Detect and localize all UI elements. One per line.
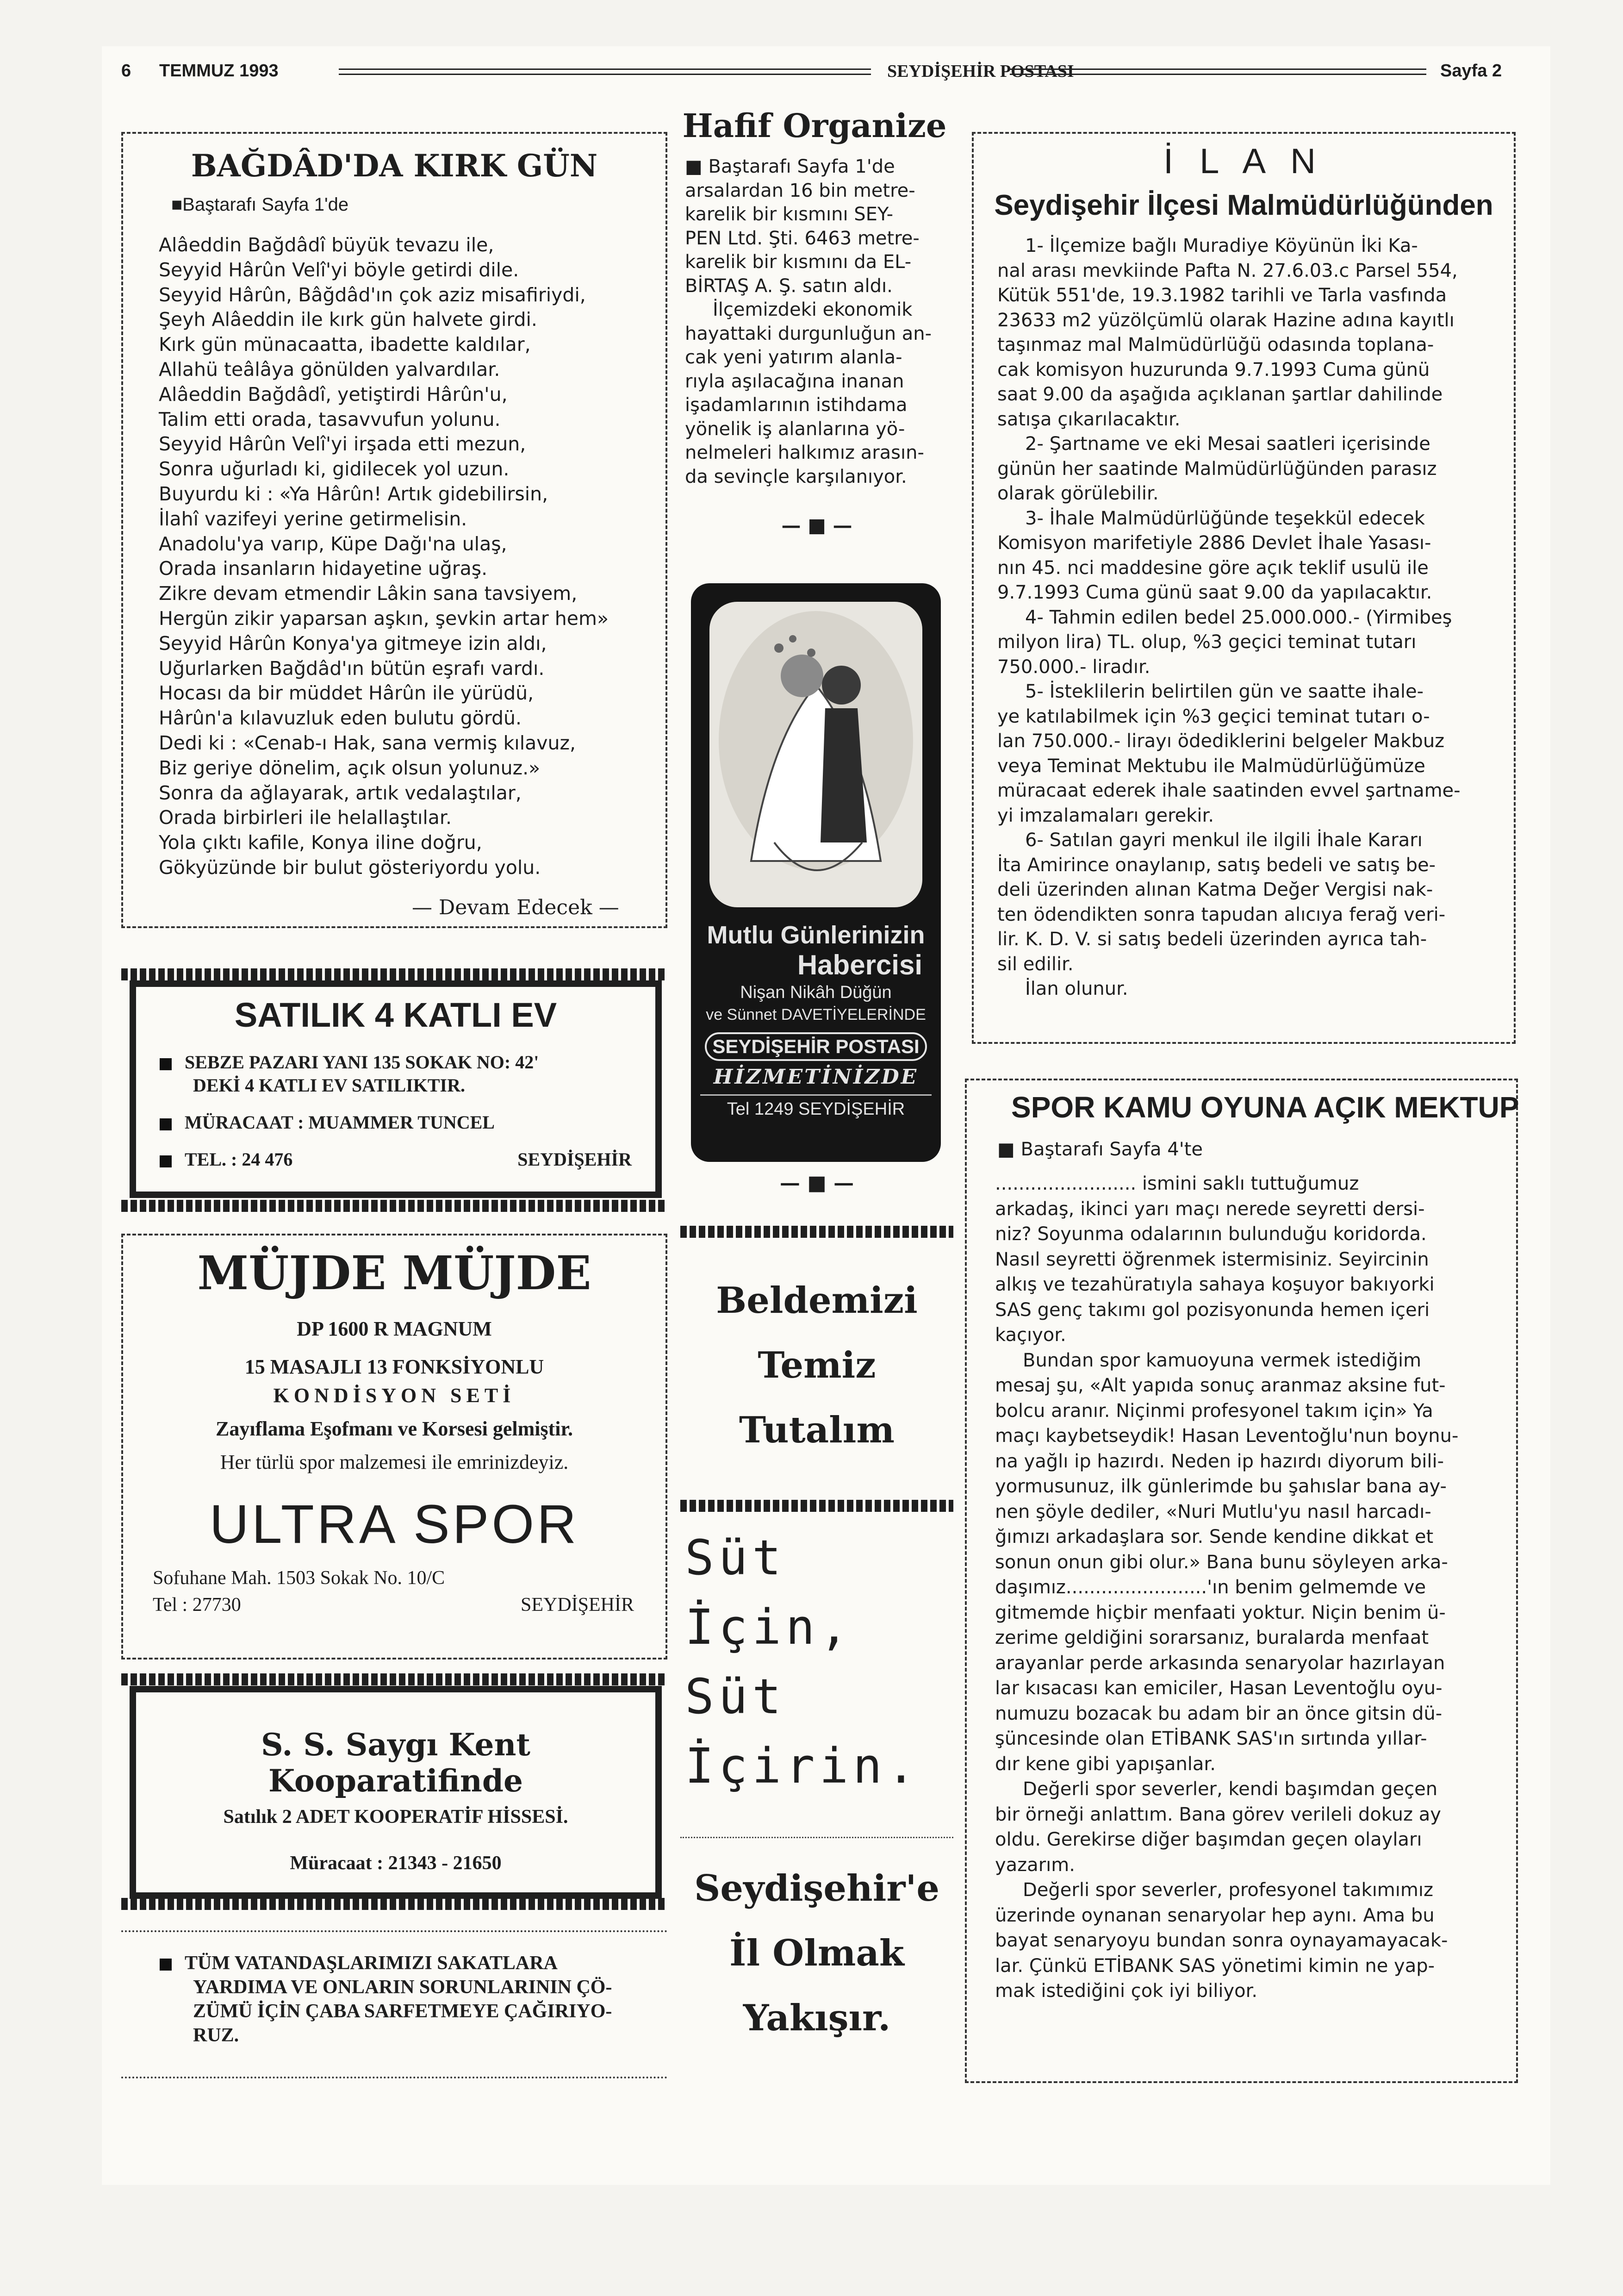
text-line: arsalardan 16 bin metre- (685, 180, 915, 201)
text-line: Şeyh Alâeddin ile kırk gün halvete girdi. (159, 308, 537, 331)
text-line: 3- İhale Malmüdürlüğünde teşekkül edecek (1025, 507, 1425, 529)
text-line: Alâeddin Bağdâdî, yetiştirdi Hârûn'u, (159, 383, 508, 406)
text-line: taşınmaz mal Malmüdürlüğü odasında toplana- (997, 334, 1434, 356)
text-line: arayanlar perde arkasında senaryolar hazırlayan (995, 1652, 1445, 1674)
text-line: zerime geldiğini sorarsanız, buralarda menfaat (995, 1627, 1429, 1648)
wedding-ad (691, 583, 941, 1162)
text-line: 9.7.1993 Cuma günü saat 9.00 da yapılacaktır. (997, 582, 1432, 603)
text-line: üzerinde oynanan senaryolar hep aynı. Ama bu (995, 1904, 1435, 1926)
text-line: saat 9.00 da aşağıda açıklanan şartlar dahilinde (997, 384, 1443, 405)
text-line: bir örneği anlattım. Bana görev verileli dokuz ay (995, 1803, 1441, 1825)
text-line: arkadaş, ikinci yarı maçı nerede seyretti dersi- (995, 1198, 1425, 1220)
text-line: Buyurdu ki : «Ya Hârûn! Artık gidebilirsin, (159, 482, 548, 505)
text-line: olarak görülebilir. (997, 483, 1159, 504)
text-line: Orada birbirleri ile helallaştılar. (159, 806, 452, 829)
text-line: Gökyüzünde bir bulut gösteriyordu yolu. (159, 856, 541, 879)
separator: — ■ — (779, 1171, 854, 1195)
text-line: Kırk gün münacaatta, ibadette kaldılar, (159, 333, 531, 356)
issue-date: TEMMUZ 1993 (159, 61, 279, 81)
text-line: 1- İlçemize bağlı Muradiye Köyünün İki Ka- (1025, 235, 1418, 256)
text-line: na yağlı ip hazırdı. Neden ip hazırdı diyorum bili- (995, 1450, 1444, 1472)
text-line: nal arası mevkiinde Pafta N. 27.6.03.c Parsel 554, (997, 260, 1458, 281)
satilik-title: SATILIK 4 KATLI EV (234, 996, 557, 1034)
text-line: lar. Çünkü ETİBANK SAS yönetimi kimin ne yap- (995, 1955, 1435, 1977)
wedding-ad-text: Mutlu Günlerinizin Habercisi Nişan Nikâh Düğün ve Sünnet DAVETİYELERİNDE SEYDİŞEHİR POSTASI HİZMETİNİZDE Tel 1249 SEYDİŞEHİR (691, 921, 941, 1123)
spor-subtitle: ■ Baştarafı Sayfa 4'te (997, 1139, 1203, 1160)
wave-border (680, 1226, 953, 1238)
spor-body (995, 1171, 1490, 2004)
ilan-body (997, 234, 1488, 1002)
text-line: mesaj şu, «Alt yapıda sonuç aranmaz aksine fut- (995, 1375, 1446, 1396)
text-line: lar kısacası kan emiciler, Hasan Leventoğlu oyu- (995, 1678, 1443, 1699)
text-line: oldu. Gerekirse diğer başımdan geçen olayları (995, 1829, 1422, 1850)
ilan-title: İ L A N (1163, 142, 1325, 181)
text-line: satışa çıkarılacaktır. (997, 408, 1181, 430)
text-line: mak istediğini çok iyi biliyor. (995, 1980, 1258, 2002)
text-line: Orada insanların hidayetine uğraş. (159, 557, 488, 580)
text-line: Anadolu'ya varıp, Küpe Dağı'na ulaş, (159, 532, 507, 555)
tum-notice: TÜM VATANDAŞLARIMIZI SAKATLARA YARDIMA VE ONLARIN SORUNLARININ ÇÖ- ZÜMÜ İÇİN ÇABA SARFETMEYE ÇAĞIRIYO- RUZ. (160, 1951, 632, 2047)
beldemizi-slogan: Beldemizi Temiz Tutalım (716, 1279, 918, 1451)
text-line: sil edilir. (997, 953, 1074, 975)
text-line: da sevinçle karşılanıyor. (685, 466, 907, 487)
text-line: Allahü teâlâya gönülden yalvardılar. (159, 358, 500, 381)
bagdad-continued: — Devam Edecek — (412, 896, 619, 919)
wave-border (121, 1673, 667, 1685)
divider (680, 1837, 953, 1845)
text-line: BİRTAŞ A. Ş. satın aldı. (685, 275, 893, 297)
text-line: yormusunuz, ilk günlerimde bu şahıslar bana ay- (995, 1476, 1447, 1497)
text-line: Uğurlarken Bağdâd'ın bütün eşrafı vardı. (159, 657, 545, 680)
il-olmak-slogan: Seydişehir'e İl Olmak Yakışır. (694, 1867, 939, 2039)
text-line: karelik bir kısmını da EL- (685, 251, 912, 273)
mujde-title: MÜJDE MÜJDE (197, 1246, 591, 1300)
text-line: gitmemde hiçbir menfaati yoktur. Niçin benim ü- (995, 1602, 1446, 1623)
text-line: İta Amirince onaylanıp, satış bedeli ve satış be- (997, 854, 1436, 876)
text-line: ■ Baştarafı Sayfa 1'de (685, 156, 895, 177)
text-line: İlçemizdeki ekonomik (713, 299, 913, 320)
text-line: bolcu aranır. Niçinmi profesyonel takım için» Ya (995, 1400, 1433, 1422)
text-line: Talim etti orada, tasavvufun yolunu. (159, 408, 501, 430)
text-line: niz? Soyunma odalarının bulunduğu koridorda. (995, 1223, 1427, 1245)
wave-border (121, 1200, 667, 1212)
text-line: lir. K. D. V. si satış bedeli üzerinden ayrıca tah- (997, 929, 1427, 950)
text-line: cak yeni yatırım alanla- (685, 347, 902, 368)
text-line: Nasıl seyretti öğrenmek istermisiniz. Seyircinin (995, 1248, 1429, 1270)
sut-slogan: Süt İçin, Süt İçirin. (685, 1529, 920, 1794)
text-line: deli üzerinden alınan Katma Değer Vergisi nak- (997, 879, 1433, 900)
text-line: 6- Satılan gayri menkul ile ilgili İhale Kararı (1025, 830, 1423, 851)
text-line: Kütük 551'de, 19.3.1982 tarihli ve Tarla vasfında (997, 285, 1447, 306)
text-line: Değerli spor severler, kendi başımdan geçen (1023, 1778, 1438, 1800)
text-line: 2- Şartname ve eki Mesai saatleri içerisinde (1025, 433, 1430, 455)
text-line: ye katılabilmek için %3 geçici teminat tutarı o- (997, 705, 1430, 727)
text-line: hayattaki durgunluğun an- (685, 323, 932, 344)
page-label: Sayfa 2 (1440, 61, 1502, 81)
text-line: günün her saatinde Malmüdürlüğünden parasız (997, 458, 1437, 480)
text-line: Hergün zikir yaparsan aşkın, şevkin artar hem» (159, 607, 609, 630)
text-line: cak komisyon huzurunda 9.7.1993 Cuma günü (997, 359, 1430, 381)
page-number: 6 (121, 61, 131, 81)
text-line: İlan olunur. (1025, 978, 1128, 999)
wave-border (121, 968, 667, 980)
text-line: 5- İsteklilerin belirtilen gün ve saatte ihale- (1025, 681, 1424, 702)
text-line: SAS genç takımı gol pozisyonunda hemen içeri (995, 1299, 1430, 1321)
text-line: Seyyid Hârûn Velî'yi böyle getirdi dile. (159, 258, 519, 281)
page-header (121, 61, 1514, 81)
text-line: kaçıyor. (995, 1324, 1066, 1346)
wedding-couple-image (709, 602, 922, 907)
text-line: maçı kaybetseydik! Hasan Leventoğlu'nun boynu- (995, 1425, 1459, 1447)
kent-title: S. S. Saygı Kent Kooparatifinde (261, 1727, 530, 1799)
header-rule-left (339, 69, 871, 75)
text-line: 4- Tahmin edilen bedel 25.000.000.- (Yirmibeş (1025, 606, 1452, 628)
text-line: İlahî vazifeyi yerine getirmelisin. (159, 507, 467, 530)
satilik-body: SEBZE PAZARI YANI 135 SOKAK NO: 42' DEKİ 4 KATLI EV SATILIKTIR. MÜRACAAT : MUAMMER TUNCEL TEL. : 24 476 SEYDİŞEHİR (160, 1051, 632, 1171)
text-line: nen şöyle dediler, «Nuri Mutlu'yu nasıl harcadı- (995, 1501, 1431, 1522)
text-line: PEN Ltd. Şti. 6463 metre- (685, 227, 920, 249)
text-line: alkış ve tezahüratıyla sahaya koşuyor bakıyorki (995, 1274, 1435, 1295)
text-line: Değerli spor severler, profesyonel takımımız (1023, 1879, 1433, 1901)
text-line: ten ödendikten sonra tapudan alıcıya ferağ veri- (997, 904, 1446, 925)
wave-border (121, 1898, 667, 1910)
text-line: işadamlarının istihdama (685, 394, 908, 416)
ilan-subtitle: Seydişehir İlçesi Malmüdürlüğünden (994, 189, 1493, 221)
text-line: daşımız........................'ın benim gelmemde ve (995, 1577, 1426, 1598)
bagdad-poem (159, 233, 640, 880)
text-line: yi imzalamaları gerekir. (997, 805, 1214, 826)
kent-body: Satılık 2 ADET KOOPERATİF HİSSESİ. Müracaat : 21343 - 21650 (223, 1806, 568, 1874)
ultra-spor-brand: ULTRA SPOR (209, 1494, 579, 1555)
text-line: Alâeddin Bağdâdî büyük tevazu ile, (159, 234, 494, 256)
text-line: Seyyid Hârûn Velî'yi irşada etti mezun, (159, 433, 526, 455)
text-line: Zikre devam etmendir Lâkin sana tavsiyem, (159, 582, 578, 605)
separator: — ■ — (781, 514, 852, 537)
hafif-title: Hafif Organize (682, 106, 947, 145)
text-line: Sonra da ağlayarak, artık vedalaştılar, (159, 781, 522, 804)
text-line: Biz geriye dönelim, açık olsun yolunuz.» (159, 756, 541, 779)
text-line: bayat senaryoyu bundan sonra oynayamayacak- (995, 1930, 1448, 1951)
text-line: 750.000.- liradır. (997, 656, 1150, 678)
text-line: rıyla aşılacağına inanan (685, 370, 904, 392)
text-line: sonun onun gibi olur.» Bana bunu söyleyen arka- (995, 1551, 1448, 1573)
text-line: Yola çıktı kafile, Konya iline doğru, (159, 831, 482, 854)
spor-title: SPOR KAMU OYUNA AÇIK MEKTUP (1011, 1091, 1519, 1124)
header-rule-right (1010, 69, 1426, 75)
bagdad-subtitle: ■Baştarafı Sayfa 1'de (171, 194, 349, 215)
paper-name: SEYDİŞEHİR POSTASI (887, 62, 1074, 81)
text-line: numuzu bozacak bu adam bir an önce gitsin dü- (995, 1703, 1443, 1724)
text-line: dır kene gibi yapışanlar. (995, 1753, 1216, 1775)
hafif-body (685, 155, 949, 489)
text-line: milyon lira) TL. olup, %3 geçici teminat tutarı (997, 631, 1417, 653)
text-line: karelik bir kısmını SEY- (685, 204, 894, 225)
bagdad-title: BAĞDÂD'DA KIRK GÜN (191, 148, 598, 184)
text-line: Komisyon marifetiyle 2886 Devlet İhale Yasası- (997, 532, 1431, 554)
text-line: Sonra uğurladı ki, gidilecek yol uzun. (159, 458, 510, 480)
text-line: Hocası da bir müddet Hârûn ile yürüdü, (159, 682, 534, 705)
text-line: nelmeleri halkımız arasın- (685, 442, 924, 463)
mujde-body: DP 1600 R MAGNUM 15 MASAJLI 13 FONKSİYONLU KONDİSYON SETİ Zayıflama Eşofmanı ve Korsesi gelmiştir. Her türlü spor malzemesi ile emrinizdeyiz. (216, 1317, 573, 1473)
text-line: müracaat ederek ihale saatinden evvel şartname- (997, 780, 1461, 801)
text-line: lan 750.000.- lirayı ödediklerini belgeler Makbuz (997, 730, 1445, 752)
mujde-address: Sofuhane Mah. 1503 Sokak No. 10/C Tel : 27730 SEYDİŞEHİR (153, 1567, 634, 1616)
text-line: Bundan spor kamuoyuna vermek istediğim (1023, 1349, 1422, 1371)
text-line: Seyyid Hârûn Konya'ya gitmeye izin aldı, (159, 632, 547, 655)
text-line: veya Teminat Mektubu ile Malmüdürlüğümüze (997, 755, 1425, 777)
text-line: şüncesinde olan ETİBANK SAS'ın sırtında yıllar- (995, 1728, 1427, 1749)
text-line: yazarım. (995, 1854, 1075, 1876)
text-line: Seyyid Hârûn, Bâğdâd'ın çok aziz misafiriydi, (159, 283, 586, 306)
wave-border (680, 1500, 953, 1512)
text-line: 23633 m2 yüzölçümlü olarak Hazine adına kayıtlı (997, 309, 1455, 331)
text-line: nın 45. nci maddesine göre açık teklif usulü ile (997, 557, 1429, 579)
text-line: yönelik iş alanlarına yö- (685, 418, 905, 440)
text-line: ğımızı arkadaşlara sor. Sende kendine dikkat et (995, 1526, 1434, 1547)
text-line: Hârûn'a kılavuzluk eden bulutu gördü. (159, 707, 522, 730)
text-line: Dedi ki : «Cenab-ı Hak, sana vermiş kılavuz, (159, 731, 576, 754)
text-line: ........................ ismini saklı tuttuğumuz (995, 1173, 1359, 1194)
